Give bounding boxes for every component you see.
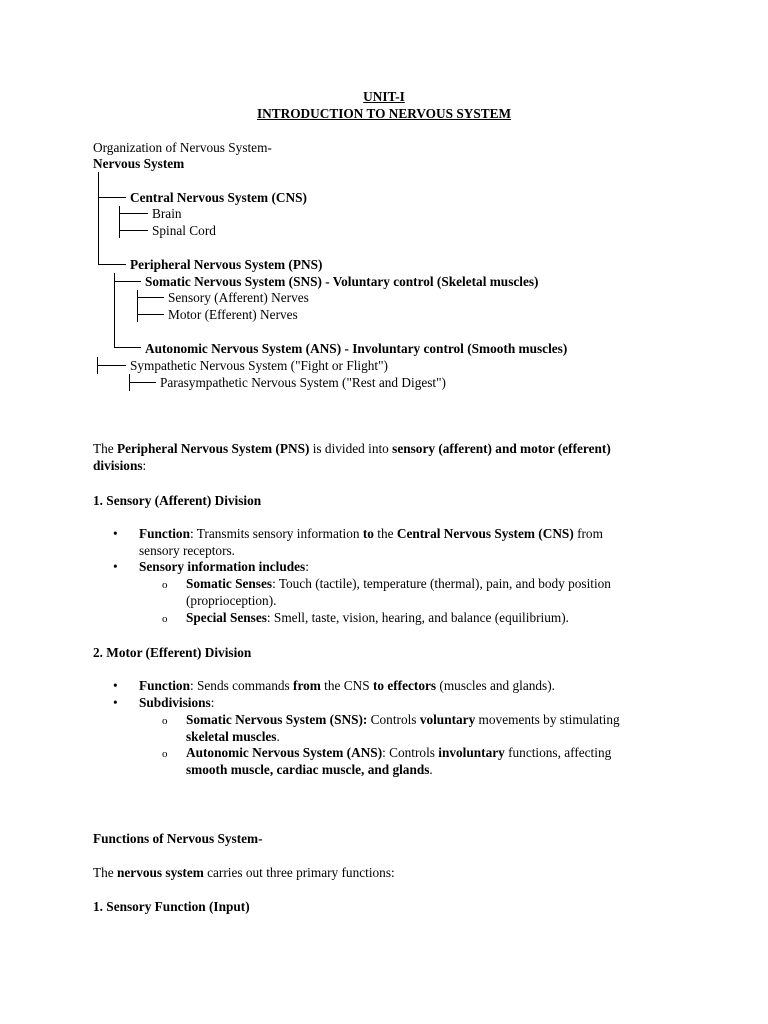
- tree-ans: Autonomic Nervous System (ANS) - Involuntary control (Smooth muscles): [145, 341, 568, 356]
- tree-branch-sns: [114, 281, 141, 282]
- sensory-function-item: Function: Transmits sensory information to the Central Nervous System (CNS) from sensory receptors.: [139, 526, 603, 558]
- tree-brain: Brain: [152, 206, 182, 221]
- tree-branch-cns: [98, 197, 126, 198]
- tree-pns: Peripheral Nervous System (PNS): [130, 257, 323, 272]
- functions-heading: Functions of Nervous System-: [93, 831, 263, 846]
- motor-division-heading: 2. Motor (Efferent) Division: [93, 645, 252, 660]
- subdivisions-item: Subdivisions:: [139, 695, 215, 710]
- organization-heading: Organization of Nervous System-: [93, 140, 272, 155]
- tree-line-root: [98, 172, 99, 265]
- special-senses-item: Special Senses: Smell, taste, vision, hearing, and balance (equilibrium).: [186, 610, 569, 625]
- sensory-function-heading: 1. Sensory Function (Input): [93, 899, 250, 914]
- pns-intro-paragraph: The Peripheral Nervous System (PNS) is divided into sensory (afferent) and motor (efferent) divisions:: [93, 441, 611, 473]
- tree-branch-spinal: [119, 230, 148, 231]
- tree-branch-parasympathetic: [129, 382, 156, 383]
- bullet-dot: •: [113, 695, 118, 710]
- subdivision-sns-item: Somatic Nervous System (SNS): Controls voluntary movements by stimulating skeletal muscles.: [186, 712, 620, 744]
- sensory-includes-item: Sensory information includes:: [139, 559, 309, 574]
- functions-intro: The nervous system carries out three primary functions:: [93, 865, 395, 880]
- tree-branch-motor: [137, 314, 164, 315]
- sub-bullet: o: [162, 715, 168, 727]
- motor-function-item: Function: Sends commands from the CNS to effectors (muscles and glands).: [139, 678, 555, 693]
- tree-sns: Somatic Nervous System (SNS) - Voluntary control (Skeletal muscles): [145, 274, 539, 289]
- subdivision-ans-item: Autonomic Nervous System (ANS): Controls involuntary functions, affecting smooth muscle, cardiac muscle, and glands.: [186, 745, 612, 777]
- tree-sympathetic: Sympathetic Nervous System ("Fight or Flight"): [130, 358, 388, 373]
- sub-bullet: o: [162, 613, 168, 625]
- tree-branch-brain: [119, 213, 148, 214]
- tree-spinal-cord: Spinal Cord: [152, 223, 216, 238]
- sub-bullet: o: [162, 579, 168, 591]
- tree-root: Nervous System: [93, 156, 185, 171]
- unit-label: UNIT-I: [363, 89, 405, 104]
- tree-line-sns: [137, 290, 138, 322]
- bullet-dot: •: [113, 678, 118, 693]
- tree-cns: Central Nervous System (CNS): [130, 190, 307, 205]
- bullet-dot: •: [113, 559, 118, 574]
- page-title: INTRODUCTION TO NERVOUS SYSTEM: [256, 106, 512, 121]
- sub-bullet: o: [162, 748, 168, 760]
- tree-motor-nerves: Motor (Efferent) Nerves: [168, 307, 298, 322]
- sensory-division-heading: 1. Sensory (Afferent) Division: [93, 493, 262, 508]
- tree-parasympathetic: Parasympathetic Nervous System ("Rest and Digest"): [160, 375, 446, 390]
- tree-branch-sympathetic: [97, 365, 126, 366]
- tree-line-cns: [119, 206, 120, 238]
- tree-branch-ans: [114, 347, 141, 348]
- somatic-senses-item: Somatic Senses: Touch (tactile), temperature (thermal), pain, and body position (proprioception).: [186, 576, 611, 608]
- tree-line-pns: [114, 273, 115, 348]
- tree-sensory-nerves: Sensory (Afferent) Nerves: [168, 290, 309, 305]
- tree-branch-sensory: [137, 297, 164, 298]
- bullet-dot: •: [113, 526, 118, 541]
- tree-branch-pns: [98, 264, 126, 265]
